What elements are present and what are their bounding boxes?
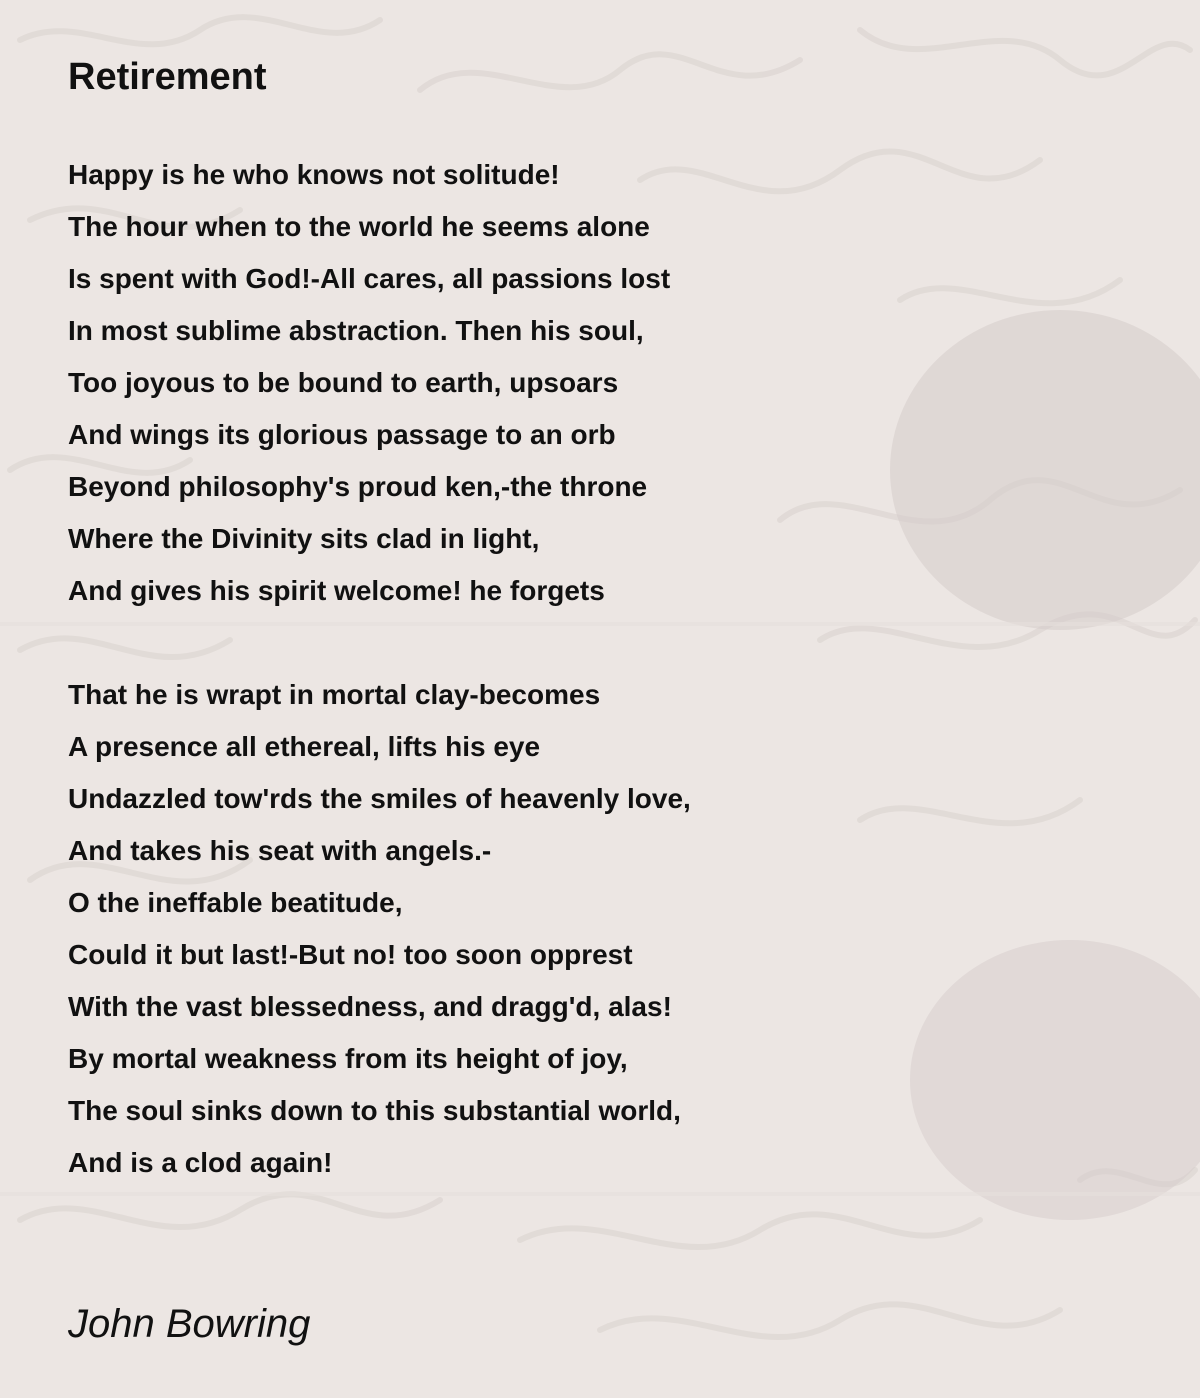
poem-line: With the vast blessedness, and dragg'd, alas! [68, 991, 672, 1022]
stanza-2 [68, 669, 691, 1189]
poem-line: Where the Divinity sits clad in light, [68, 523, 540, 554]
poem-line: The soul sinks down to this substantial world, [68, 1095, 681, 1126]
poem-line: Happy is he who knows not solitude! [68, 159, 560, 190]
poem-author[interactable]: John Bowring [68, 1302, 311, 1346]
stanza-1 [68, 149, 670, 617]
poem-line: Too joyous to be bound to earth, upsoars [68, 367, 619, 398]
poem-line: And is a clod again! [68, 1147, 333, 1178]
poem-line: Beyond philosophy's proud ken,-the throne [68, 471, 648, 502]
poem-line: In most sublime abstraction. Then his soul, [68, 315, 644, 346]
poem-line: Undazzled tow'rds the smiles of heavenly love, [68, 783, 691, 814]
poem-line: Could it but last!-But no! too soon opprest [68, 939, 633, 970]
poem-line: A presence all ethereal, lifts his eye [68, 731, 541, 762]
poem-line: And takes his seat with angels.- [68, 835, 492, 866]
poem-line: The hour when to the world he seems alone [68, 211, 650, 242]
poem-line: And gives his spirit welcome! he forgets [68, 575, 605, 606]
poem-line: O the ineffable beatitude, [68, 887, 403, 918]
poem-line: That he is wrapt in mortal clay-becomes [68, 679, 601, 710]
poem-title: Retirement [68, 56, 267, 98]
poem-line: And wings its glorious passage to an orb [68, 419, 616, 450]
poem-line: By mortal weakness from its height of joy, [68, 1043, 628, 1074]
poem-line: Is spent with God!-All cares, all passions lost [68, 263, 671, 294]
